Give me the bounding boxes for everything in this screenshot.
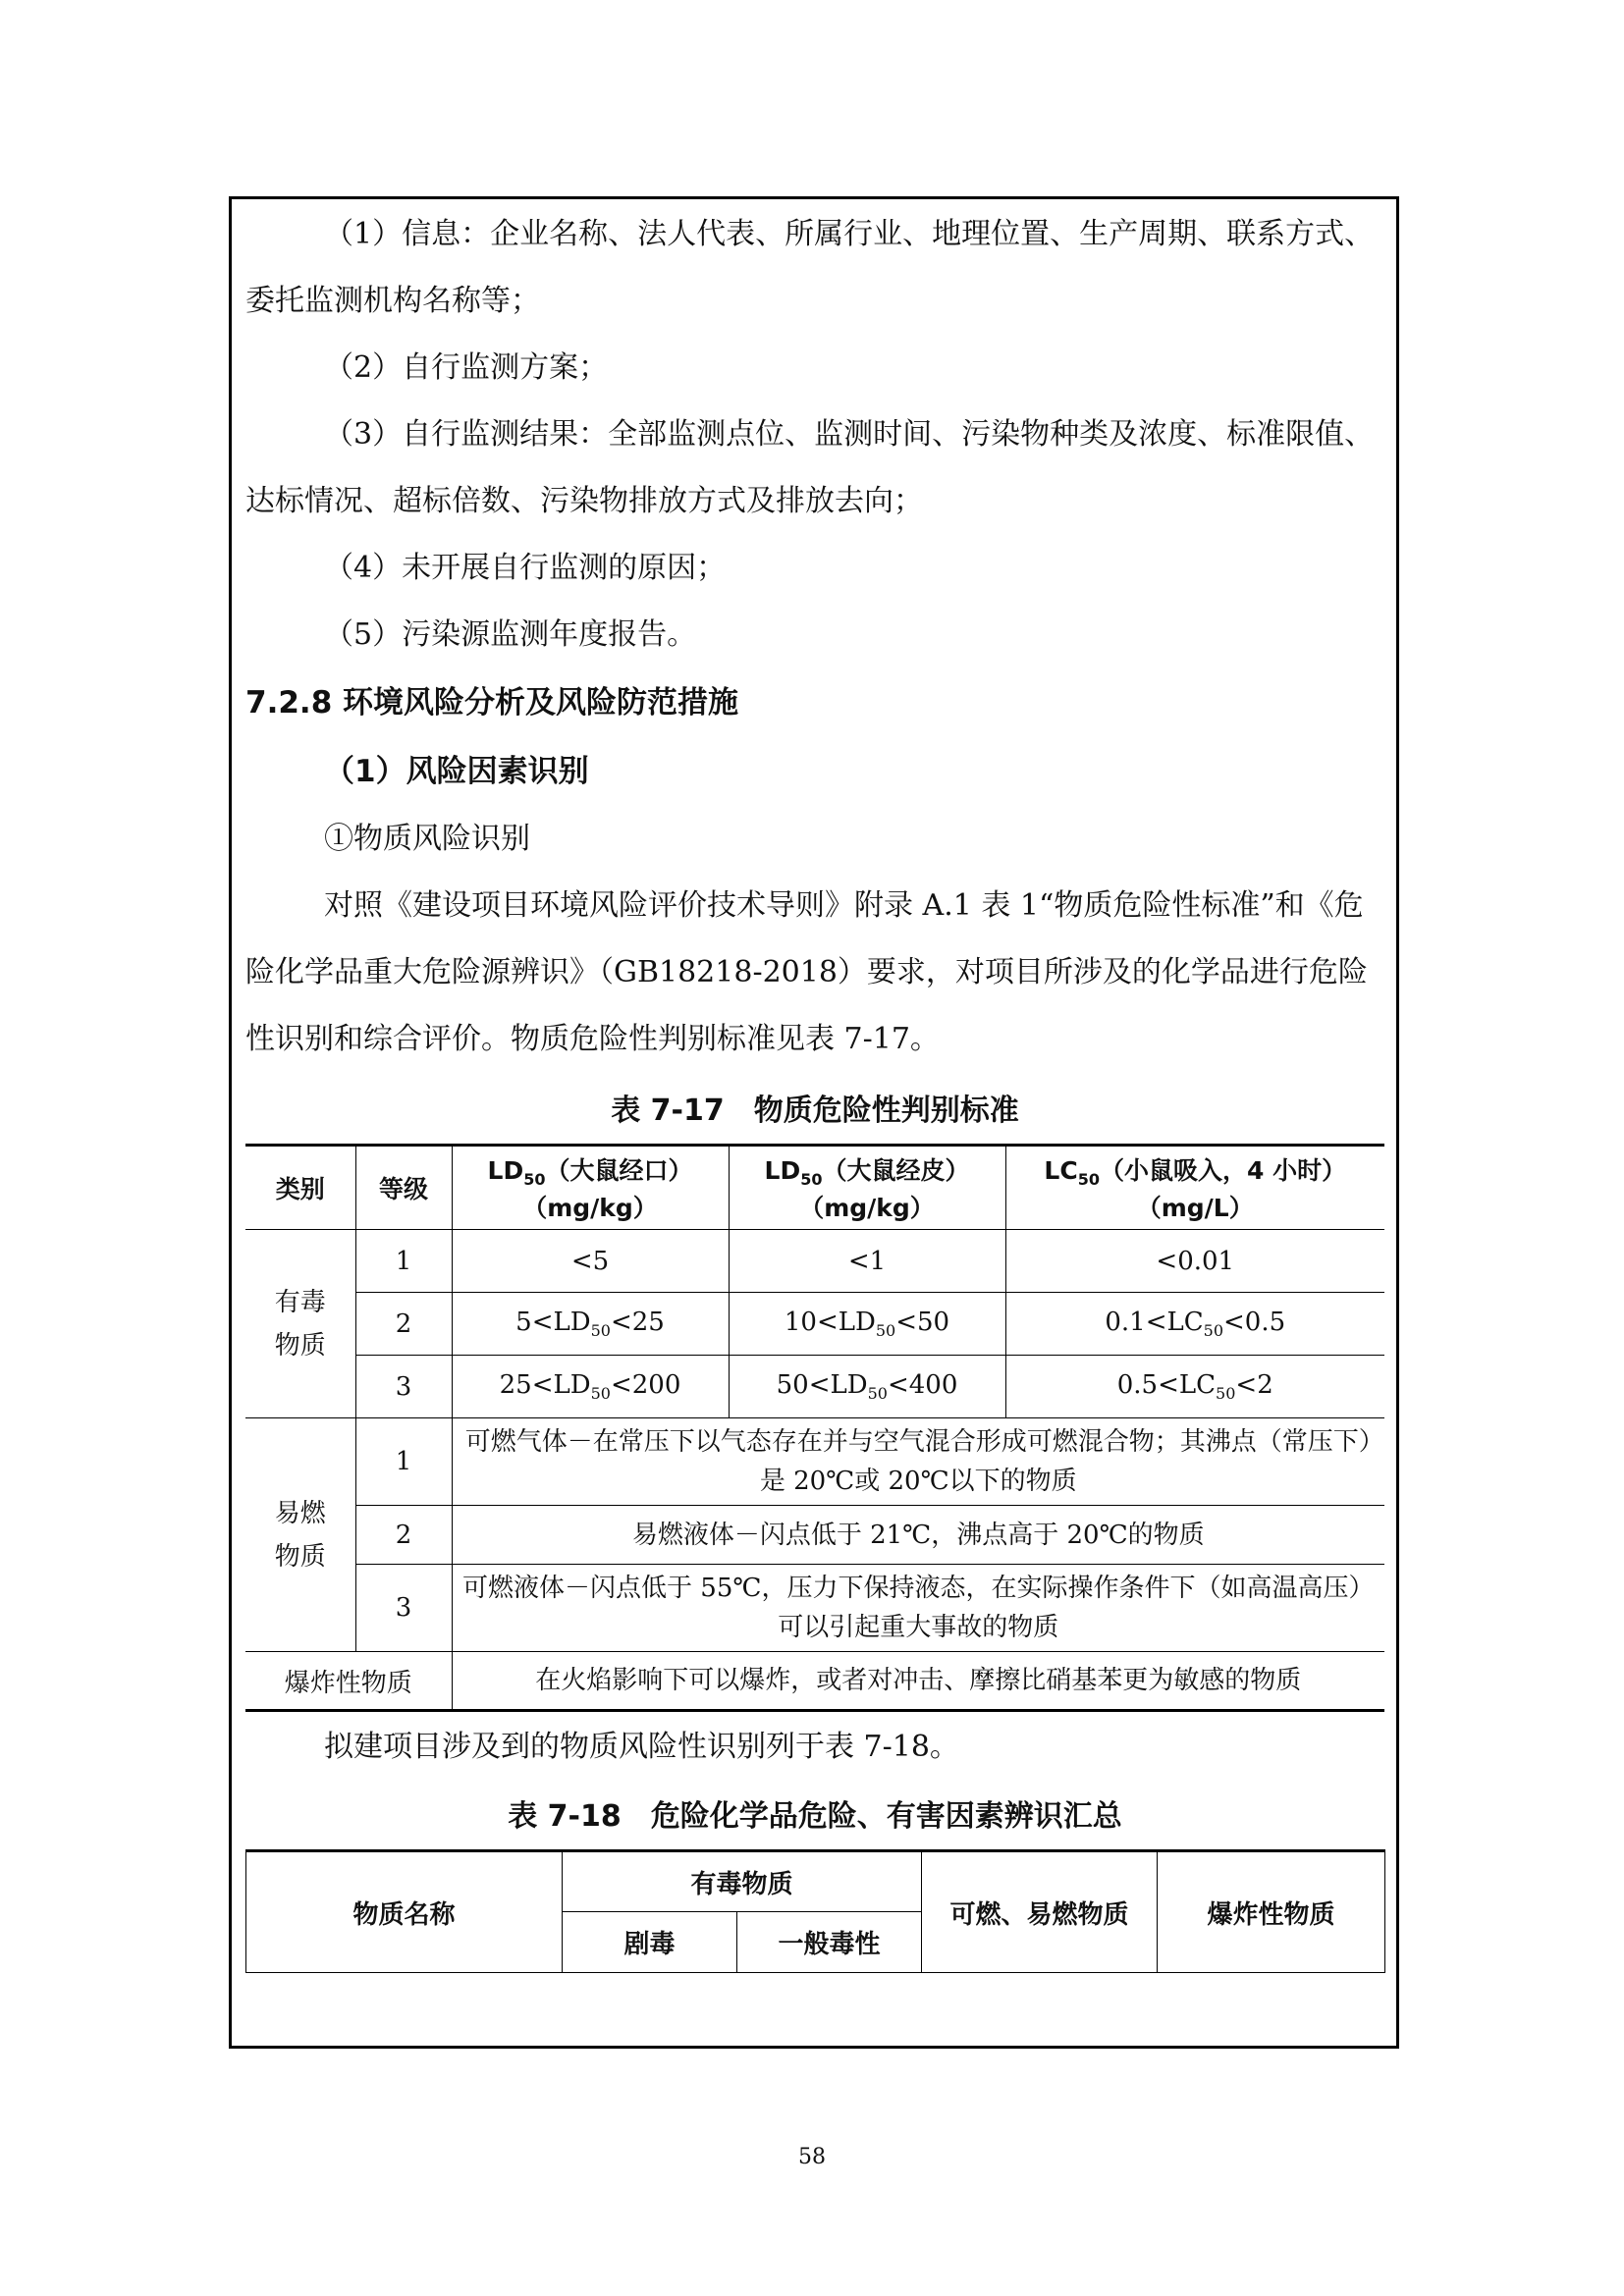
grade-cell: 3 bbox=[355, 1356, 452, 1418]
category-flammable: 易燃物质 bbox=[245, 1418, 355, 1652]
oral-cell: $25<LD_{50}<200$ bbox=[452, 1356, 729, 1418]
document-content bbox=[245, 201, 1384, 1973]
hazard-summary-table bbox=[245, 1849, 1385, 1973]
oral-cell: $5<LD_{50}<25$ bbox=[452, 1293, 729, 1356]
subsection-heading: （1）风险因素识别 bbox=[324, 754, 589, 789]
paragraph-reason: （4）未开展自行监测的原因； bbox=[324, 551, 727, 585]
hazard-criteria-table bbox=[245, 1144, 1384, 1712]
section-heading: 7.2.8 环境风险分析及风险防范措施 bbox=[245, 685, 739, 721]
table-row bbox=[245, 1230, 1384, 1293]
intro-paragraph: 对照《建设项目环境风险评价技术导则》附录 A.1 表 1“物质危险性标准”和《危险化学品重大危险源辨识》（GB18218-2018）要求，对项目所涉及的化学品进行危险性识别和综合评价。物质危险性判别标准见表 7-17。 bbox=[245, 888, 1368, 1056]
header-category: 类别 bbox=[245, 1146, 355, 1230]
oral-cell: <5 bbox=[452, 1230, 729, 1293]
table2-caption: 表 7-18 危险化学品危险、有害因素辨识汇总 bbox=[508, 1799, 1122, 1834]
category-toxic: 有毒物质 bbox=[245, 1230, 355, 1418]
table-row bbox=[245, 1356, 1384, 1418]
header-general-toxic: 一般毒性 bbox=[737, 1912, 922, 1973]
category-explosive: 爆炸性物质 bbox=[245, 1652, 452, 1711]
paragraph-annual-report: （5）污染源监测年度报告。 bbox=[324, 617, 697, 652]
header-ld50-oral: $LD_{50}$（大鼠经口） （mg/kg） bbox=[452, 1146, 729, 1230]
page-number: 58 bbox=[798, 2145, 826, 2169]
header-explosive: 爆炸性物质 bbox=[1158, 1851, 1385, 1973]
inhal-cell: $0.1<LC_{50}<0.5$ bbox=[1005, 1293, 1384, 1356]
inhal-cell: $0.5<LC_{50}<2$ bbox=[1005, 1356, 1384, 1418]
after-table-paragraph: 拟建项目涉及到的物质风险性识别列于表 7-18。 bbox=[324, 1730, 959, 1764]
header-toxic: 有毒物质 bbox=[563, 1851, 922, 1912]
grade-cell: 3 bbox=[355, 1565, 452, 1652]
table-row bbox=[245, 1565, 1384, 1652]
header-highly-toxic: 剧毒 bbox=[563, 1912, 737, 1973]
table-row bbox=[245, 1652, 1384, 1711]
grade-cell: 1 bbox=[355, 1418, 452, 1506]
paragraph-results: （3）自行监测结果：全部监测点位、监测时间、污染物种类及浓度、标准限值、达标情况、超标倍数、污染物排放方式及排放去向； bbox=[245, 417, 1375, 518]
desc-cell: 易燃液体－闪点低于 21℃，沸点高于 20℃的物质 bbox=[452, 1506, 1384, 1565]
desc-cell: 可燃液体－闪点低于 55℃，压力下保持液态，在实际操作条件下（如高温高压）可以引起重大事故的物质 bbox=[452, 1565, 1384, 1652]
table1-header-row bbox=[245, 1146, 1384, 1230]
header-grade: 等级 bbox=[355, 1146, 452, 1230]
table-row bbox=[245, 1293, 1384, 1356]
table-row bbox=[245, 1506, 1384, 1565]
grade-cell: 2 bbox=[355, 1293, 452, 1356]
sub-item-heading: ①物质风险识别 bbox=[324, 822, 530, 856]
header-flammable: 可燃、易燃物质 bbox=[922, 1851, 1158, 1973]
desc-cell: 在火焰影响下可以爆炸，或者对冲击、摩擦比硝基苯更为敏感的物质 bbox=[452, 1652, 1384, 1711]
skin-cell: <1 bbox=[729, 1230, 1005, 1293]
header-lc50: $LC_{50}$（小鼠吸入，4 小时） （mg/L） bbox=[1005, 1146, 1384, 1230]
grade-cell: 2 bbox=[355, 1506, 452, 1565]
grade-cell: 1 bbox=[355, 1230, 452, 1293]
table1-caption: 表 7-17 物质危险性判别标准 bbox=[611, 1094, 1019, 1128]
paragraph-plan: （2）自行监测方案； bbox=[324, 350, 609, 385]
header-substance-name: 物质名称 bbox=[246, 1851, 563, 1973]
skin-cell: $50<LD_{50}<400$ bbox=[729, 1356, 1005, 1418]
paragraph-info: （1）信息：企业名称、法人代表、所属行业、地理位置、生产周期、联系方式、委托监测机构名称等； bbox=[245, 217, 1375, 318]
table-row bbox=[245, 1418, 1384, 1506]
desc-cell: 可燃气体－在常压下以气态存在并与空气混合形成可燃混合物；其沸点（常压下）是 20℃或 20℃以下的物质 bbox=[452, 1418, 1384, 1506]
inhal-cell: <0.01 bbox=[1005, 1230, 1384, 1293]
header-ld50-skin: $LD_{50}$（大鼠经皮） （mg/kg） bbox=[729, 1146, 1005, 1230]
skin-cell: $10<LD_{50}<50$ bbox=[729, 1293, 1005, 1356]
table2-header-row bbox=[246, 1851, 1385, 1912]
